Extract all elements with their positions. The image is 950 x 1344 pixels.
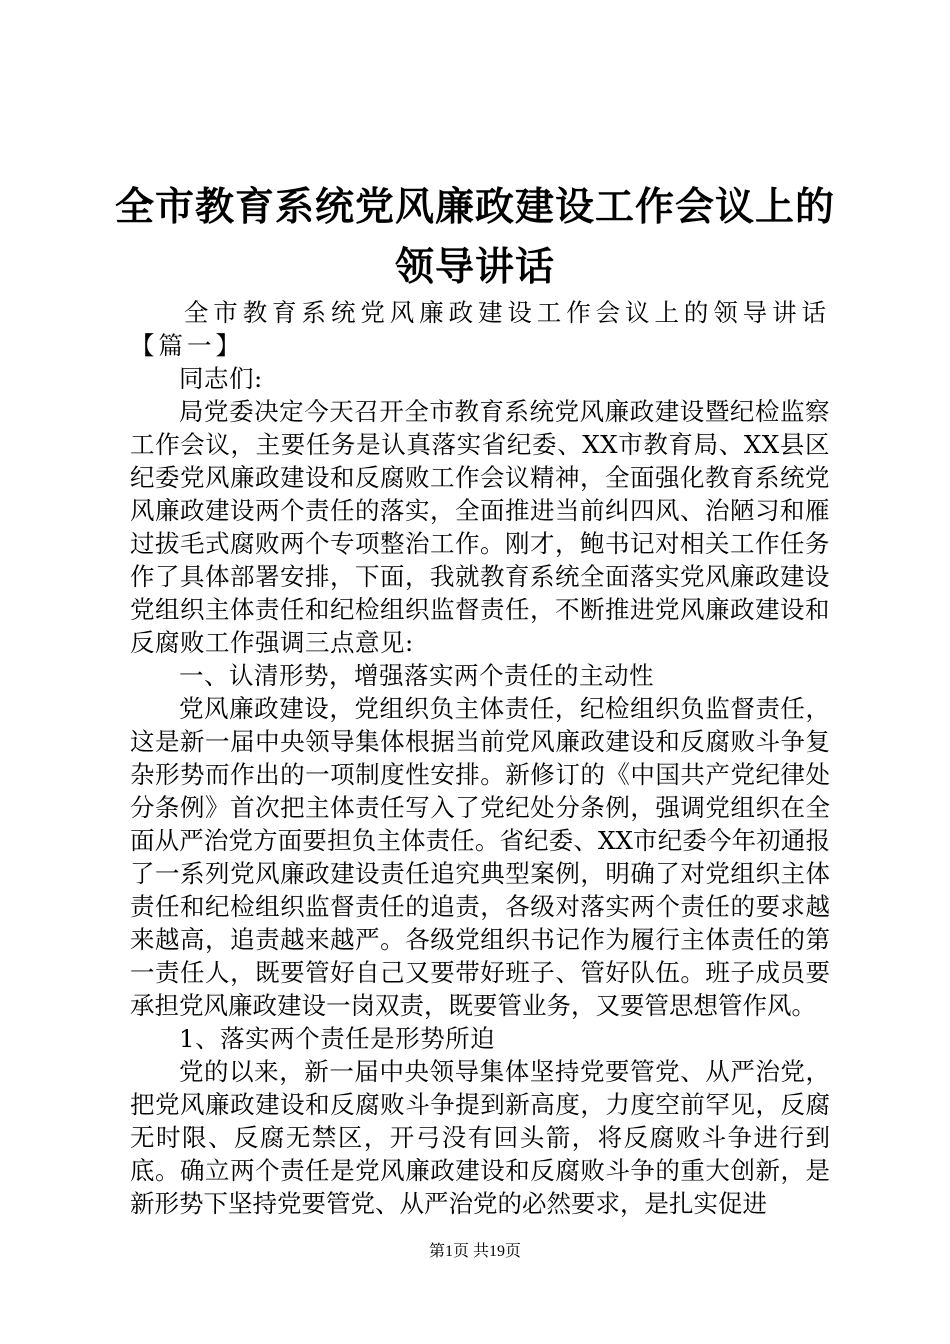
section-heading-part-one: 全市教育系统党风廉政建设工作会议上的领导讲话【篇一】: [130, 298, 830, 360]
heading-subpoint-1: 1、落实两个责任是形势所迫: [179, 1024, 496, 1053]
total-pages: 共19页: [473, 1243, 522, 1260]
paragraph-responsibility: 党风廉政建设，党组织负主体责任，纪检组织负监督责任，这是新一届中央领导集体根据当前党风廉政建设和反腐败斗争复杂形势而作出的一项制度性安排。新修订的《中国共产党纪律处分条例》首次把主体责任写入了党纪处分条例，强调党组织在全面从严治党方面要担负主体责任。省纪委、XX市纪委今年初通报了一系列党风廉政建设责任追究典型案例，明确了对党组织主体责任和纪检组织监督责任的追责，各级对落实两个责任的要求越来越高，追责越来越严。各级党组织书记作为履行主体责任的第一责任人，既要管好自己又要带好班子、管好队伍。班子成员要承担党风廉政建设一岗双责，既要管业务，又要管思想管作风。: [130, 694, 830, 1020]
page-number: 第1页: [428, 1243, 469, 1260]
salutation: 同志们:: [179, 364, 263, 393]
heading-point-one: 一、认清形势，增强落实两个责任的主动性: [179, 661, 654, 690]
paragraph-intro: 局党委决定今天召开全市教育系统党风廉政建设暨纪检监察工作会议，主要任务是认真落实省纪委、XX市教育局、XX县区纪委党风廉政建设和反腐败工作会议精神，全面强化教育系统党风廉政建设两个责任的落实，全面推进当前纠四风、治陋习和雁过拔毛式腐败两个专项整治工作。刚才，鲍书记对相关工作任务作了具体部署安排，下面，我就教育系统全面落实党风廉政建设党组织主体责任和纪检组织监督责任，不断推进党风廉政建设和反腐败工作强调三点意见:: [130, 397, 830, 657]
document-title: 全市教育系统党风廉政建设工作会议上的领导讲话: [114, 185, 835, 290]
page-footer: [0, 1241, 950, 1263]
document-body: [130, 296, 830, 1220]
paragraph-situation: 党的以来，新一届中央领导集体坚持党要管党、从严治党，把党风廉政建设和反腐败斗争提到新高度，力度空前罕见，反腐无时限、反腐无禁区，开弓没有回头箭，将反腐败斗争进行到底。确立两个责任是党风廉政建设和反腐败斗争的重大创新，是新形势下坚持党要管党、从严治党的必然要求，是扎实促进: [130, 1057, 830, 1218]
